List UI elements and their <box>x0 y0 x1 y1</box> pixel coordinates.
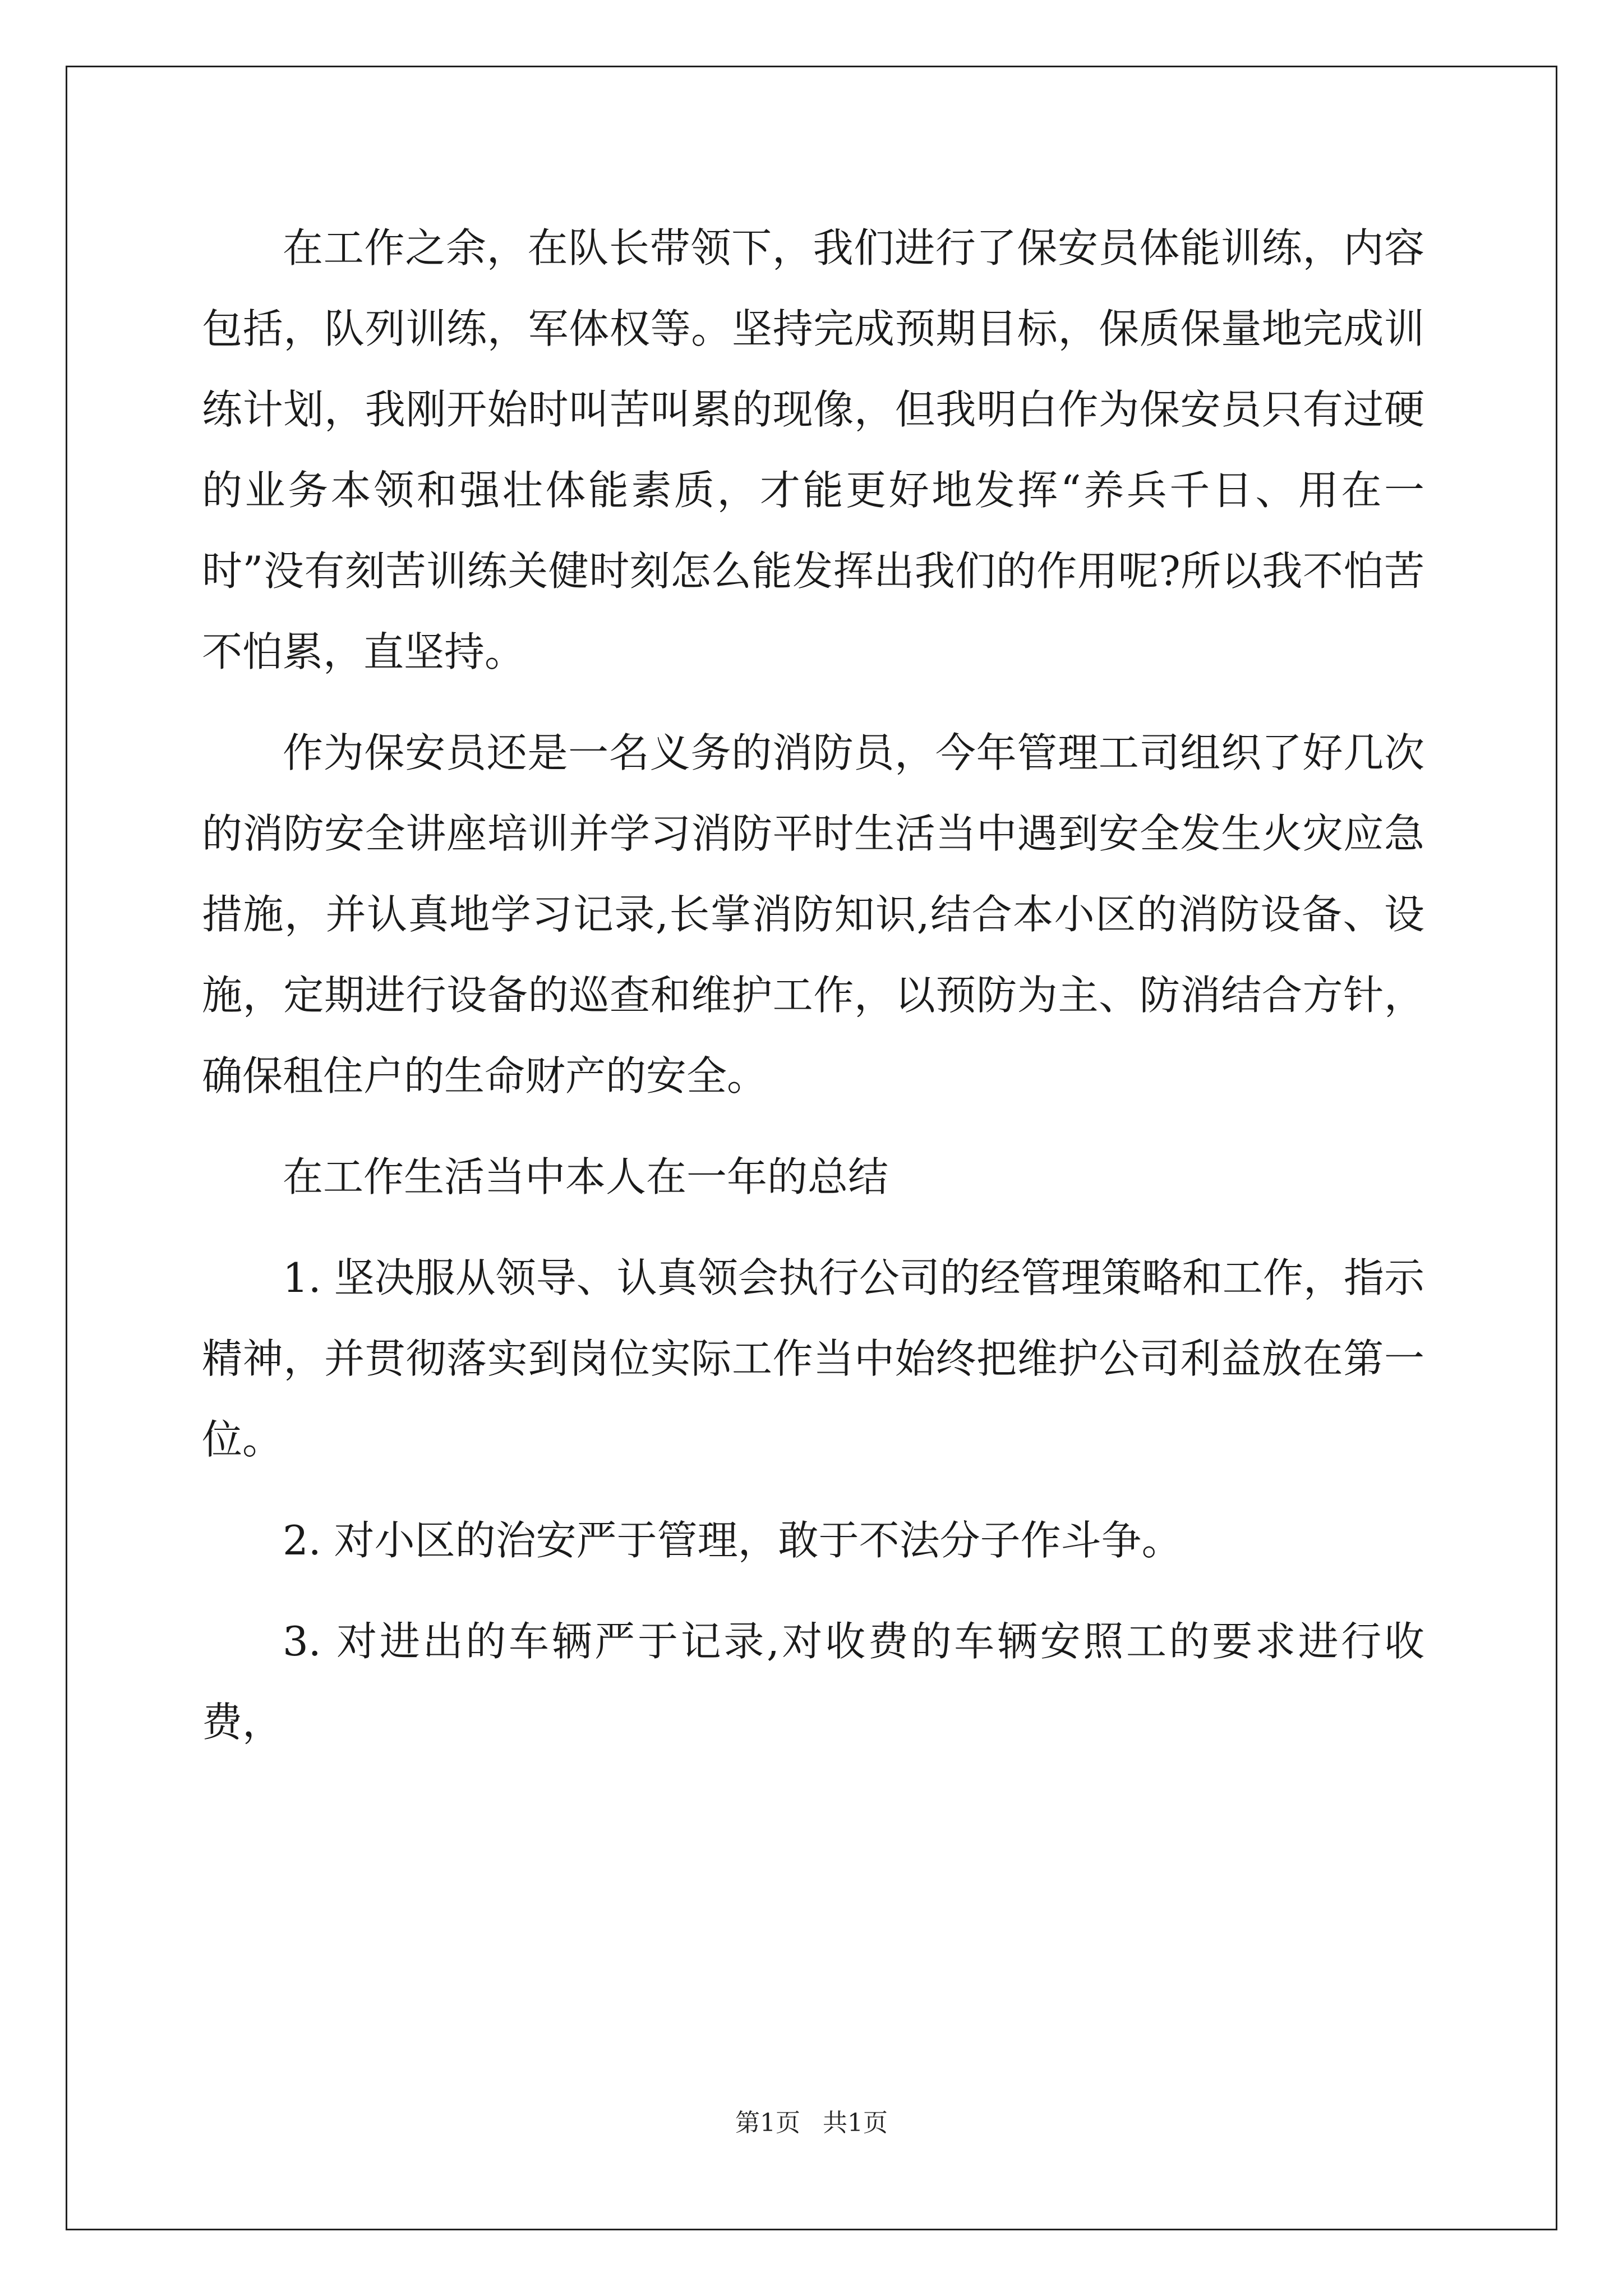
page-footer <box>66 2106 1557 2140</box>
document-body <box>202 208 1424 1783</box>
paragraph-training: 在工作之余，在队长带领下，我们进行了保安员体能训练，内容包括，队列训练，军体权等。坚持完成预期目标，保质保量地完成训练计划，我刚开始时叫苦叫累的现像，但我明白作为保安员只有过硬的业务本领和强壮体能素质，才能更好地发挥“养兵千日、用在一时”没有刻苦训练关健时刻怎么能发挥出我们的作用呢?所以我不怕苦不怕累，直坚持。 <box>202 224 1424 675</box>
page-number-current: 第1页 <box>735 2109 800 2137</box>
paragraph-fire-safety: 作为保安员还是一名义务的消防员，今年管理工司组织了好几次的消防安全讲座培训并学习消防平时生活当中遇到安全发生火灾应急措施，并认真地学习记录,长掌消防知识,结合本小区的消防设备、设施，定期进行设备的巡查和维护工作，以预防为主、防消结合方针，确保租住户的生命财产的安全。 <box>202 729 1424 1099</box>
paragraph-item-3: 3. 对进出的车辆严于记录,对收费的车辆安照工的要求进行收费， <box>202 1618 1424 1746</box>
paragraph-item-1: 1. 坚决服从领导、认真领会执行公司的经管理策略和工作，指示精神，并贯彻落实到岗位实际工作当中始终把维护公司利益放在第一位。 <box>202 1254 1424 1463</box>
page-number-total: 共1页 <box>823 2109 888 2137</box>
paragraph-summary-heading: 在工作生活当中本人在一年的总结 <box>283 1153 889 1200</box>
paragraph-item-2: 2. 对小区的治安严于管理，敢于不法分子作斗争。 <box>283 1517 1182 1564</box>
